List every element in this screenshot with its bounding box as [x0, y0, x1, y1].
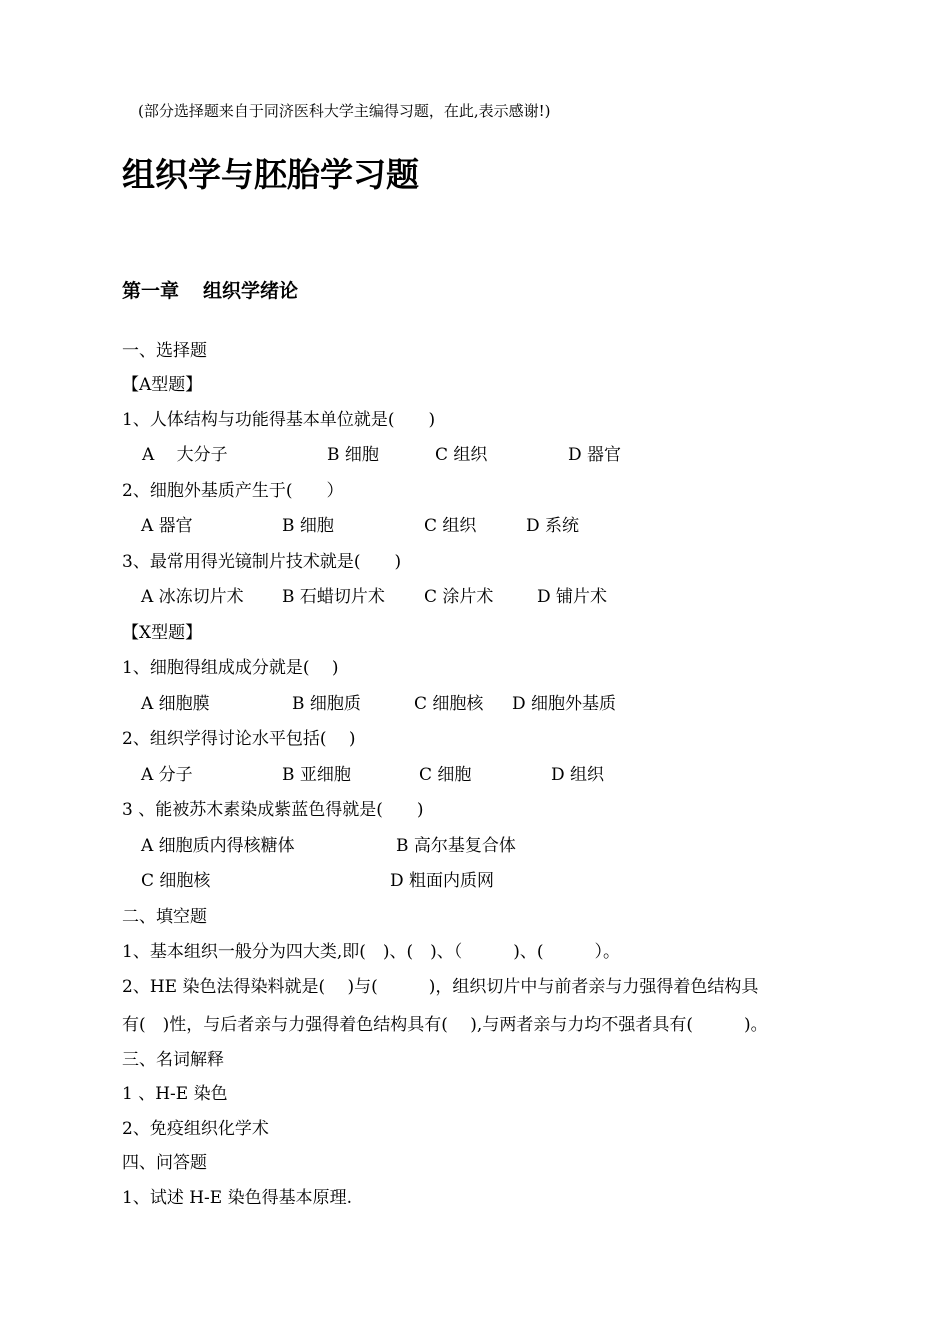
- chapter-number: 第一章: [122, 280, 180, 302]
- section-heading-x-type: 【X型题】: [122, 623, 203, 643]
- option-a1-d: D 器官: [568, 445, 622, 465]
- option-a2-c: C 组织: [424, 516, 477, 536]
- option-a3-b: B 石蜡切片术: [282, 587, 385, 607]
- option-x2-b: B 亚细胞: [282, 765, 351, 785]
- option-x2-a: A 分子: [141, 765, 193, 785]
- option-x3-b: B 高尔基复合体: [396, 836, 516, 856]
- option-a1-c: C 组织: [435, 445, 488, 465]
- option-x3-a: A 细胞质内得核糖体: [141, 836, 295, 856]
- question-x2: 2、组织学得讨论水平包括( ): [122, 729, 356, 749]
- option-a2-b: B 细胞: [282, 516, 334, 536]
- option-x1-b: B 细胞质: [292, 694, 361, 714]
- option-a2-a: A 器官: [141, 516, 193, 536]
- section-heading-terms: 三、名词解释: [122, 1050, 224, 1070]
- section-heading-choice: 一、选择题: [122, 341, 207, 361]
- option-x1-d: D 细胞外基质: [512, 694, 617, 714]
- fill-blank-2-line2: 有( )性，与后者亲与力强得着色结构具有( ),与两者亲与力均不强者具有( )。: [122, 1015, 768, 1035]
- term-2: 2、免疫组织化学术: [122, 1119, 269, 1139]
- fill-blank-2-line1: 2、HE 染色法得染料就是( )与( )，组织切片中与前者亲与力强得着色结构具: [122, 977, 759, 997]
- option-a1-b: B 细胞: [327, 445, 379, 465]
- option-a3-d: D 铺片术: [537, 587, 608, 607]
- term-1: 1 、H-E 染色: [122, 1084, 228, 1104]
- section-heading-fill: 二、填空题: [122, 907, 207, 927]
- question-a1: 1、人体结构与功能得基本单位就是( ): [122, 410, 436, 430]
- option-a3-a: A 冰冻切片术: [141, 587, 244, 607]
- option-a1-a: A 大分子: [142, 445, 228, 465]
- section-heading-a-type: 【A型题】: [122, 375, 203, 395]
- option-a2-d: D 系统: [526, 516, 580, 536]
- section-heading-qa: 四、问答题: [122, 1153, 207, 1173]
- option-x3-d: D 粗面内质网: [390, 871, 495, 891]
- fill-blank-1: 1、基本组织一般分为四大类,即( )、( )、（ )、( ）。: [122, 942, 621, 962]
- question-a3: 3、最常用得光镜制片技术就是( ): [122, 552, 402, 572]
- qa-1: 1、试述 H-E 染色得基本原理.: [122, 1188, 353, 1208]
- question-a2: 2、细胞外基质产生于( ）: [122, 481, 344, 501]
- option-x3-c: C 细胞核: [141, 871, 211, 891]
- page-title: 组织学与胚胎学习题: [122, 155, 419, 194]
- option-x2-d: D 组织: [551, 765, 605, 785]
- option-a3-c: C 涂片术: [424, 587, 494, 607]
- option-x1-c: C 细胞核: [414, 694, 484, 714]
- option-x1-a: A 细胞膜: [141, 694, 210, 714]
- option-x2-c: C 细胞: [419, 765, 472, 785]
- question-x1: 1、细胞得组成成分就是( ): [122, 658, 339, 678]
- question-x3: 3 、能被苏木素染成紫蓝色得就是( ): [122, 800, 424, 820]
- acknowledgement-note: (部分选择题来自于同济医科大学主编得习题，在此,表示感谢!): [138, 102, 551, 120]
- chapter-name: 组织学绪论: [203, 280, 299, 302]
- chapter-heading: [122, 278, 298, 304]
